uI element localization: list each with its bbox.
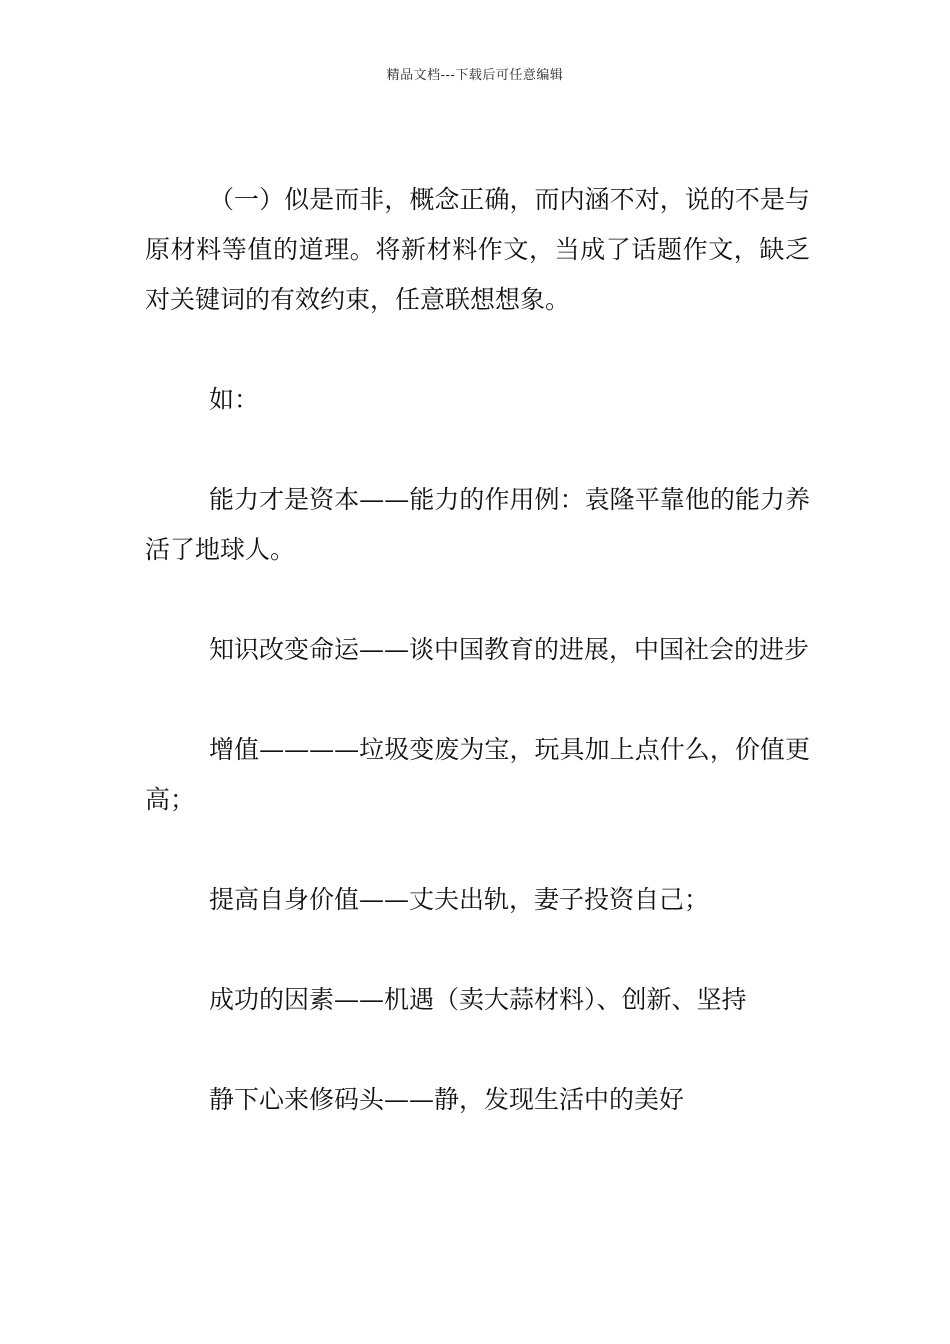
paragraph-success-factors: 成功的因素——机遇（卖大蒜材料）、创新、坚持 (209, 985, 747, 1014)
paragraph-self-value: 提高自身价值——丈夫出轨，妻子投资自己； (209, 885, 710, 914)
paragraph-example-label: 如： (209, 385, 260, 414)
paragraph-calm-mind: 静下心来修码头——静，发现生活中的美好 (209, 1085, 685, 1114)
paragraph-intro: （一）似是而非，概念正确，而内涵不对，说的不是与原材料等值的道理。将新材料作文，当成了话题作文，缺乏对关键词的有效约束，任意联想想象。 (145, 185, 810, 314)
document-body (145, 175, 810, 1125)
page-header: 精品文档---下载后可任意编辑 (386, 68, 564, 83)
paragraph-knowledge: 知识改变命运——谈中国教育的进展，中国社会的进步 (209, 635, 810, 664)
paragraph-ability: 能力才是资本——能力的作用例：袁隆平靠他的能力养活了地球人。 (145, 485, 810, 564)
paragraph-value-added: 增值————垃圾变废为宝，玩具加上点什么，价值更高； (145, 735, 810, 814)
